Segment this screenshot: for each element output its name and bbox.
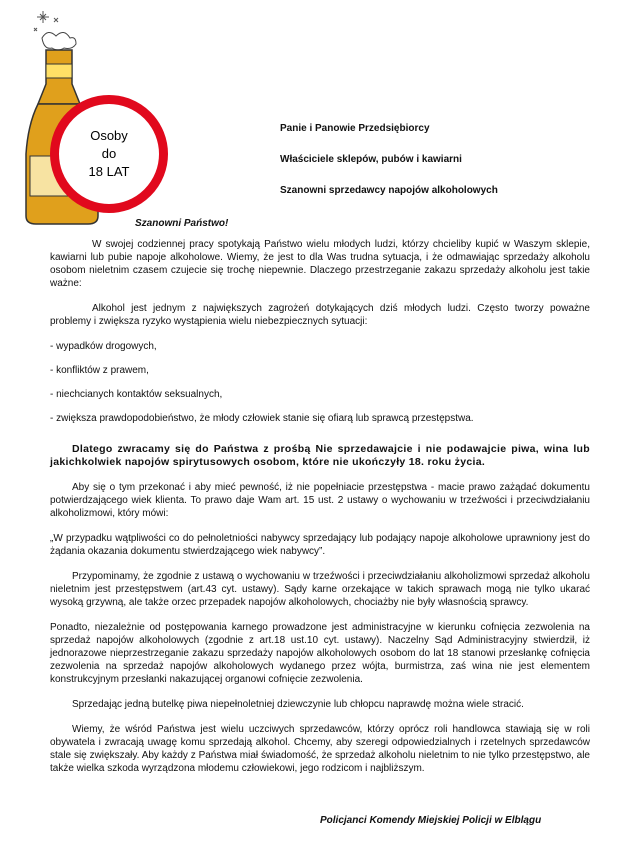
badge-line-1: Osoby [90, 128, 128, 143]
sparkle-icon [34, 11, 58, 31]
paragraph-document-right: Aby się o tym przekonać i aby mieć pewność, iż nie popełniacie przestępstwa - macie prawo zażądać dokumentu potwierdzającego wiek klienta. To prawo daje Wam art. 15 ust. 2 ustawy o wychowaniu w trzeźwości i przeciwdziałaniu alkoholizmowi, który mówi: [50, 482, 590, 519]
addressee-line: Panie i Panowie Przedsiębiorcy [280, 123, 430, 134]
badge-line-2: do [101, 146, 117, 161]
law-quote: „W przypadku wątpliwości co do pełnoletniości nabywcy sprzedający lub podający napoje alkoholowe uprawniony jest do żądania okazania dokumentu stwierdzającego wiek nabywcy”. [50, 533, 590, 557]
addressee-line: Właściciele sklepów, pubów i kawiarni [280, 154, 462, 165]
bullet-item: - zwiększa prawdopodobieństwo, że młody człowiek stanie się ofiarą lub sprawcą przestępstwa. [50, 413, 474, 424]
paragraph-closing: Wiemy, że wśród Państwa jest wielu uczciwych sprzedawców, którzy oprócz roli handlowca stawiają się w roli obywatela i zwracają uwagę komu sprzedają alkohol. Chcemy, aby szeregi odpowiedzialnych i rzetelnych sprzedawców stale się zwiększały. Aby każdy z Państwa miał świadomość, że sprzedaż alkoholu nieletnim to nie tylko przestępstwo, ale także wielka szkoda wyrządzona młodemu człowiekowi, jego rodzicom i najbliższym. [50, 724, 590, 774]
bullet-item: - konfliktów z prawem, [50, 365, 149, 376]
paragraph-penalties: Przypominamy, że zgodnie z ustawą o wychowaniu w trzeźwości i przeciwdziałaniu alkoholizmowi sprzedaż alkoholu nieletnim jest przestępstwem (art.43 cyt. ustawy). Sądy karne orzekające w takich sprawach mogą nie tylko ukarać wysoką grzywną, ale także orzec przepadek napojów alkoholowych, chociażby nie były własnością sprawcy. [50, 571, 590, 608]
paragraph-warning: Sprzedając jedną butelkę piwa niepełnoletniej dziewczynie lub chłopcu naprawdę można wiele stracić. [72, 699, 524, 710]
addressee-line: Szanowni sprzedawcy napojów alkoholowych [280, 185, 498, 196]
bullet-item: - niechcianych kontaktów seksualnych, [50, 389, 223, 400]
badge-line-3: 18 LAT [88, 164, 130, 179]
addressee-list [280, 123, 498, 216]
greeting: Szanowni Państwo! [135, 218, 229, 229]
signature: Policjanci Komendy Miejskiej Policji w Elblągu [320, 815, 542, 826]
paragraph-intro: W swojej codziennej pracy spotykają Państwo wielu młodych ludzi, którzy chcieliby kupić w Waszym sklepie, kawiarni lub pubie napoje alkoholowe. Wiemy, że jest to dla Was trudna sytuacja, i że odmawiając sprzedaży alkoholu osobom nieletnim czasem czujecie się trochę niepewnie. Dlaczego przestrzeganie zakazu sprzedaży alkoholu jest takie ważne: [50, 239, 590, 289]
letter-body [50, 238, 590, 775]
age-limit-badge [50, 95, 168, 213]
paragraph-administrative: Ponadto, niezależnie od postępowania karnego prowadzone jest administracyjne w kierunku cofnięcia zezwolenia na sprzedaż napojów alkoholowych (zgodnie z art.18 ust.10 cyt. ustawy). Naczelny Sąd Administracyjny stwierdził, iż jednorazowe nieprzestrzeganie zakazu sprzedaży napojów alkoholowych osobom do lat 18 stanowi przesłankę cofnięcia zezwolenia na sprzedaż napojów alkoholowych wydanego przez wójta, burmistrza, zaś wina nie jest elementem konstrukcyjnym przesłanki nakazującej organowi cofnięcie zezwolenia. [50, 622, 590, 685]
bullet-item: - wypadków drogowych, [50, 341, 157, 352]
paragraph-risks: Alkohol jest jednym z największych zagrożeń dotykających dziś młodych ludzi. Często tworzy poważne problemy i zwiększa ryzyko wystąpienia wielu niebezpiecznych sytuacji: [50, 303, 590, 327]
appeal-paragraph: Dlatego zwracamy się do Państwa z prośbą Nie sprzedawajcie i nie podawajcie piwa, wina lub jakichkolwiek napojów spirytusowych osobom, które nie ukończyły 18. roku życia. [50, 443, 590, 468]
